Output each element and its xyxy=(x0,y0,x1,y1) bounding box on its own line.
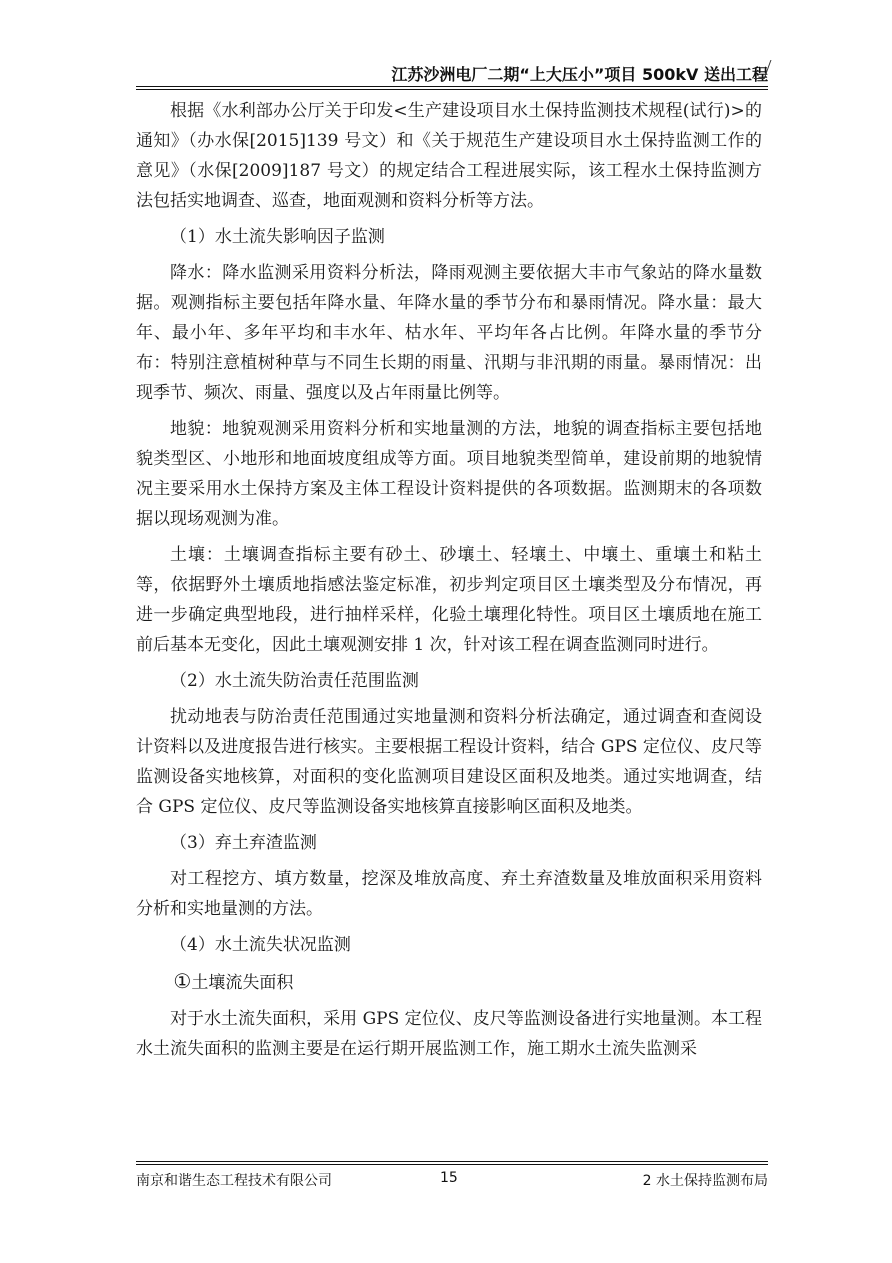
paragraph-intro: 根据《水利部办公厅关于印发<生产建设项目水土保持监测技术规程(试行)>的通知》（办水保[2015]139 号文）和《关于规范生产建设项目水土保持监测工作的意见》（水保[2009]187 号文）的规定结合工程进展实际，该工程水土保持监测方法包括实地调查、巡查，地面观测和资料分析等方法。 xyxy=(136,101,762,211)
header-rule xyxy=(136,86,768,87)
paragraph-soil-loss-area: 对于水土流失面积，采用 GPS 定位仪、皮尺等监测设备进行实地量测。本工程水土流失面积的监测主要是在运行期开展监测工作，施工期水土流失监测采 xyxy=(136,1009,762,1059)
section-heading-1: （1）水土流失影响因子监测 xyxy=(170,227,385,247)
body-text xyxy=(136,96,762,1070)
section-heading-4: （4）水土流失状况监测 xyxy=(170,935,351,955)
section-heading-2: （2）水土流失防治责任范围监测 xyxy=(170,671,419,691)
page-header-title: 江苏沙洲电厂二期“上大压小”项目 500kV 送出工程 xyxy=(391,65,768,84)
footer-rule-double xyxy=(136,1164,768,1165)
paragraph-landform: 地貌：地貌观测采用资料分析和实地量测的方法，地貌的调查指标主要包括地貌类型区、小地形和地面坡度组成等方面。项目地貌类型简单，建设前期的地貌情况主要采用水土保持方案及主体工程设计资料提供的各项数据。监测期末的各项数据以现场观测为准。 xyxy=(136,419,762,529)
circled-number-marker: ① xyxy=(173,969,192,993)
subheading-text: 土壤流失面积 xyxy=(191,973,294,993)
paragraph-soil: 土壤：土壤调查指标主要有砂土、砂壤土、轻壤土、中壤土、重壤土和粘土等，依据野外土壤质地指感法鉴定标准，初步判定项目区土壤类型及分布情况，再进一步确定典型地段，进行抽样采样，化验土壤理化特性。项目区土壤质地在施工前后基本无变化，因此土壤观测安排 1 次，针对该工程在调查监测同时进行。 xyxy=(136,545,762,655)
footer-company: 南京和谐生态工程技术有限公司 xyxy=(136,1173,332,1189)
paragraph-responsibility-scope: 扰动地表与防治责任范围通过实地量测和资料分析法确定，通过调查和查阅设计资料以及进度报告进行核实。主要根据工程设计资料，结合 GPS 定位仪、皮尺等监测设备实地核算，对面积的变化监测项目建设区面积及地类。通过实地调查，结合 GPS 定位仪、皮尺等监测设备实地核算直接影响区面积及地类。 xyxy=(136,707,762,817)
footer-rule xyxy=(136,1161,768,1162)
footer-page-number: 15 xyxy=(440,1170,458,1186)
paragraph-spoil: 对工程挖方、填方数量，挖深及堆放高度、弃土弃渣数量及堆放面积采用资料分析和实地量测的方法。 xyxy=(136,869,762,919)
header-rule-double xyxy=(136,89,768,90)
section-heading-3: （3）弃土弃渣监测 xyxy=(170,833,317,853)
subheading-soil-loss-area xyxy=(136,966,762,998)
footer-section: 2 水土保持监测布局 xyxy=(642,1173,768,1189)
paragraph-precipitation: 降水：降水监测采用资料分析法，降雨观测主要依据大丰市气象站的降水量数据。观测指标主要包括年降水量、年降水量的季节分布和暴雨情况。降水量：最大年、最小年、多年平均和丰水年、枯水年、平均年各占比例。年降水量的季节分布：特别注意植树种草与不同生长期的雨量、汛期与非汛期的雨量。暴雨情况：出现季节、频次、雨量、强度以及占年雨量比例等。 xyxy=(136,263,762,403)
